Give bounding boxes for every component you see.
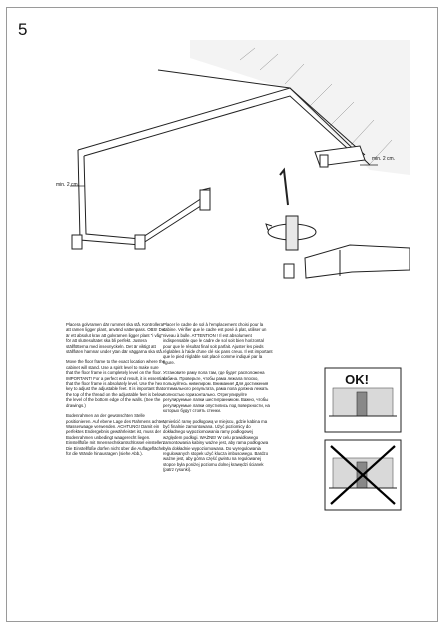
ok-label: OK! <box>345 372 369 387</box>
dimension-label-left: min. 2 cm. <box>56 182 80 188</box>
ok-comparison-panel <box>323 366 403 516</box>
floor-frame-illustration <box>40 40 410 290</box>
instructions-swedish: Placera golvramen där rummet ska stå. Kontrollera att ramen ligger plant, använd vattenpass. OBS! Det är ett absolut krav att golvramen ligger plant "i våg" för att slutresultatet ska bli perfekt. Justera ställfötterna med insexnyckeln. Det är viktigt att ställfoten hamnar under ytan där väggarna ska stå. <box>66 322 166 355</box>
step-number: 5 <box>18 20 28 39</box>
instructions-french: Placer le cadre de sol à l'emplacement choisi pour la cabine. Vérifier que le cadre est posé à plat, utiliser un niveau à bulle. ATTENTION ! Il est absolument indispensable que le cadre de sol soit bien horizontal pour que le résultat final soit parfait. Ajuster les pieds réglables à l'aide d'une clé six pans creux. Il est important que le pied réglable soit placé comme indiqué par la figure. <box>163 322 273 365</box>
instructions-russian: Установите раму пола там, где будет расположена кабина. Проверьте, чтобы рама лежала плоско, пользуйтесь нивелиром. Внимание! Для достижения оптимального результата, рама пола должна лежать полностью горизонтально. Отрегулируйте регулируемые лапки шестигранником. Важно, чтобы регулируемые лапки опустились под поверхности, на которых будут стоять стенки. <box>163 370 270 414</box>
instructions-right-column <box>163 322 273 478</box>
instructions-german: Bodenrahmen an der gewünschten Stelle positionieren. Auf ebene Lage des Rahmens achten, Wasserwaage verwenden. ACHTUNG! Damit ein perfektes Endergebnis gewährleistet ist, muss der Bodenrahmen unbedingt waagerecht liegen. Einstellfüße mit Innensechskantschlüssel einstellen. Die Einstellfüße dürfen nicht über die Auflagefläche für die Wände hinausragen (siehe Abb.). <box>66 413 166 456</box>
instructions-left-column <box>66 322 166 461</box>
dimension-label-right: min. 2 cm. <box>372 156 396 162</box>
instructions-english: Move the floor frame to the exact location where the cabinet will stand. Use a spirit level to make sure that the floor frame is completely level on the floor. IMPORTANT! For a perfect end result, it is essential that the floor frame is absolutely level. Use the hex key to adjust the adjustable feet. It is important that the top of the thread on the adjustable feet is below the level of the bottom edge of the walls. (See the drawings.) <box>66 359 165 408</box>
instructions-polish: Umieścić ramę podłogową w miejscu, gdzie kabina ma być finalnie zamontowana. Użyć poziomicy do dokładnego wypoziomowania ramy podłogowej względem podłogi. WAŻNE! W celu prawidłowego zamontowania kabiny ważne jest, aby rama podłogowa była dokładnie wypoziomowana. Do wyregulowania regulowanych stopek użyć klucza imbusowego. Bardzo ważne jest, aby górna część gwintu na regulowanej stopce była poniżej poziomu dolnej krawędzi ścianek (patrz rysunki). <box>163 418 269 473</box>
